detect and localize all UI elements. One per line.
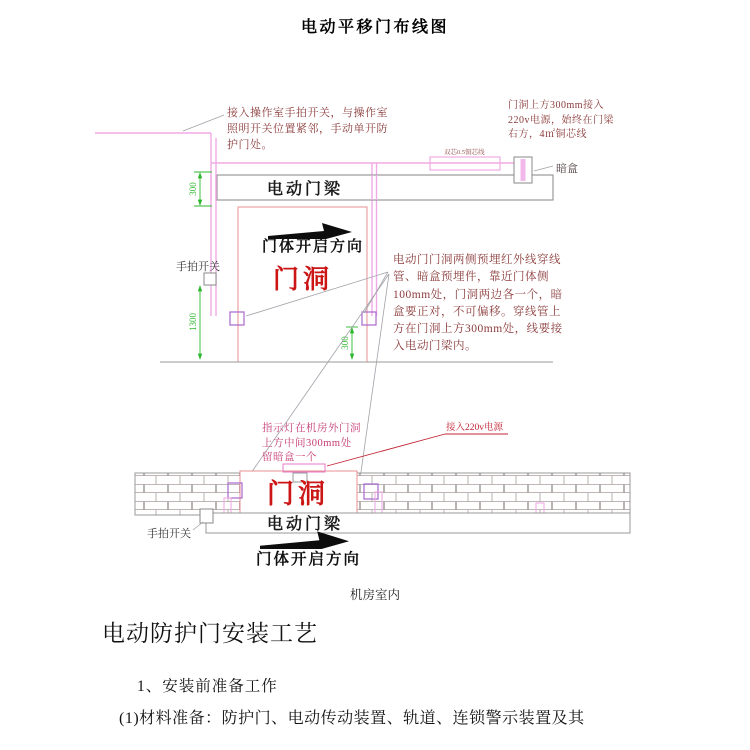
material-prep-item: (1)材料准备：防护门、电动传动装置、轨道、连锁警示装置及其	[119, 710, 585, 727]
annotation-power-note: 接入220v电源	[446, 423, 504, 433]
annotation-hand-switch: 接入操作室手拍开关，与操作室照明开关位置紧邻，手动单开防护门处。	[227, 107, 388, 151]
beam-label-top: 电动门梁	[266, 181, 344, 198]
dim-top-value: 300	[188, 182, 198, 196]
opening-label-top: 门洞	[272, 265, 334, 294]
direction-label-bottom: 门体开启方向	[256, 551, 362, 568]
beam-label-bottom: 电动门梁	[266, 516, 344, 533]
hand-switch-label-top: 手拍开关	[176, 261, 220, 273]
section-heading: 电动防护门安装工艺	[102, 621, 318, 646]
junction-box-leader	[534, 166, 553, 171]
page-title: 电动平移门布线图	[300, 19, 449, 36]
dim-left-value: 1300	[188, 313, 198, 331]
hand-switch-box-bottom	[200, 509, 213, 523]
direction-arrow-icon-bottom	[260, 531, 349, 549]
direction-label-top: 门体开启方向	[262, 239, 365, 255]
hand-switch-label-bottom: 手拍开关	[147, 528, 191, 540]
diagram-caption: 机房室内	[349, 588, 400, 602]
embedded-box-left	[230, 312, 244, 325]
hand-switch-leader	[193, 522, 203, 530]
step-1-title: 1、安装前准备工作	[137, 678, 278, 695]
annotation-infrared-conduit: 电动门门洞两侧预埋红外线穿线管、暗盒预埋件，靠近门体侧100mm处，门洞两边各一个，暗盒要正对，不可偏移。穿线管上方在门洞上方300mm处，线要接入电动门梁内。	[393, 254, 563, 353]
wall-right	[357, 473, 630, 515]
wire-spec-label: 双芯0.5铜芯线	[444, 149, 485, 156]
dim-right-value: 300	[340, 336, 350, 350]
embedded-box-right	[362, 312, 376, 325]
annotation-power-supply: 门洞上方300mm接入220v电源，始终在门梁右方，4㎡铜芯线	[508, 100, 614, 140]
direction-arrow-icon-top	[268, 223, 352, 239]
hand-switch-box-top	[204, 273, 216, 285]
annotation-indicator-light: 指示灯在机房外门洞上方中间300mm处留暗盒一个	[262, 423, 361, 464]
opening-label-bottom: 门洞	[267, 479, 329, 509]
junction-box-label: 暗盒	[556, 163, 578, 175]
